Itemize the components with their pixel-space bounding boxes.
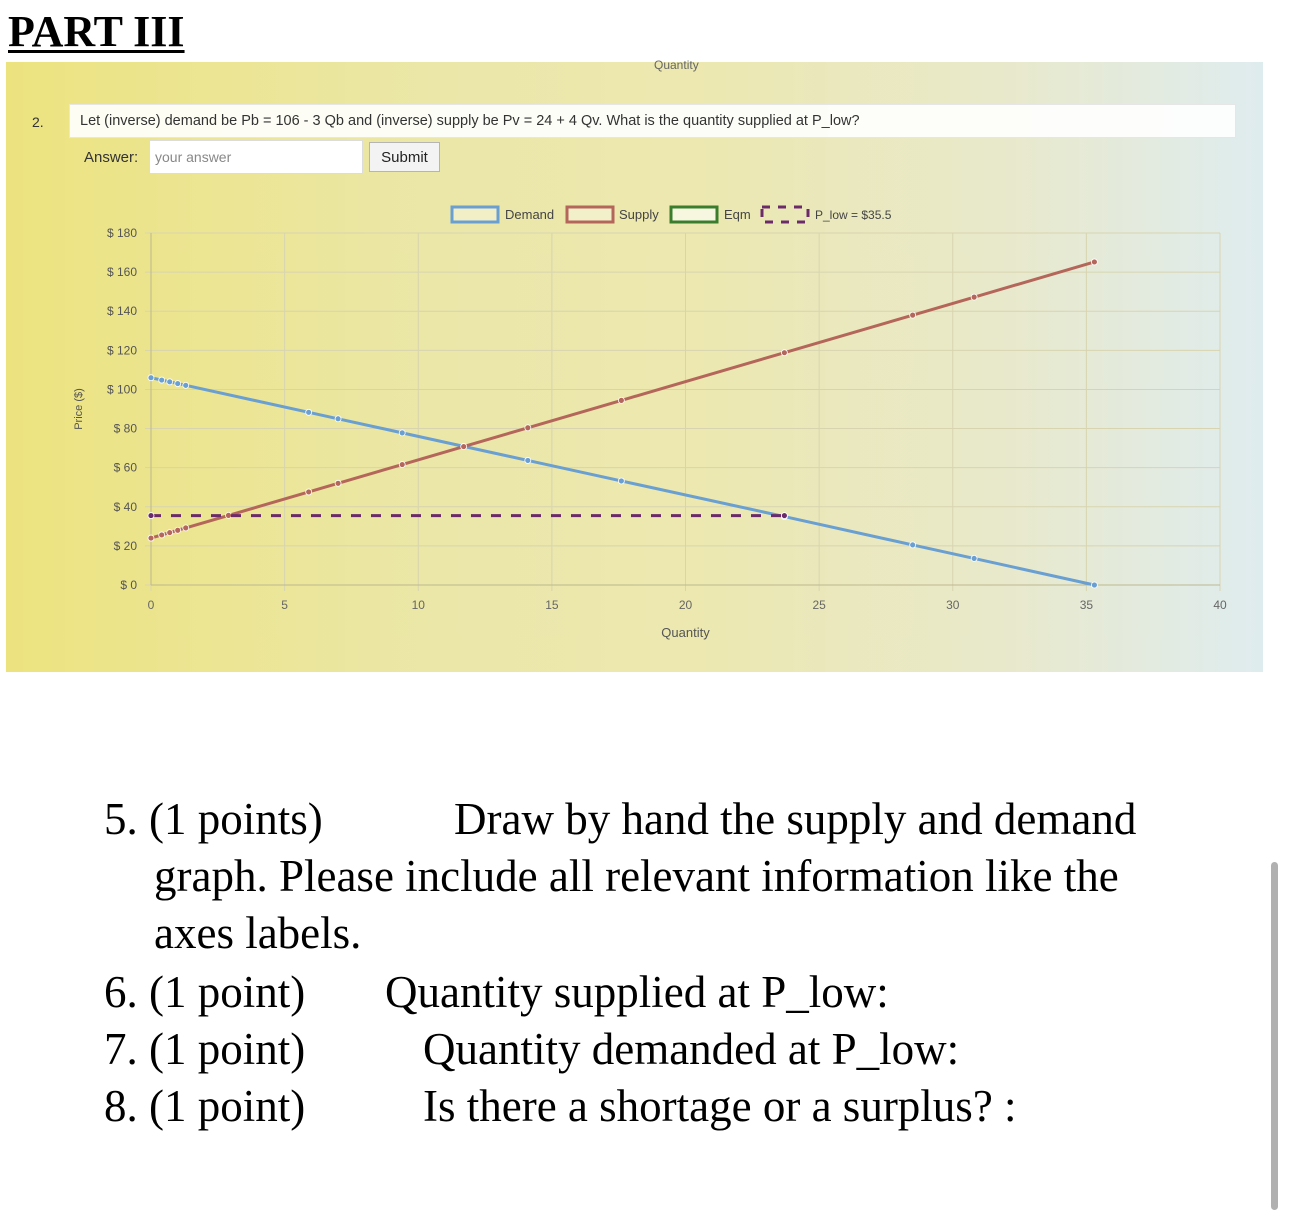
- y-tick-label: $ 40: [113, 499, 137, 514]
- legend-label-eqm: Eqm: [724, 207, 751, 222]
- data-point-demand: [159, 377, 165, 383]
- data-point-supply: [335, 480, 341, 486]
- part-title: PART III: [8, 7, 185, 56]
- x-tick-label: 20: [678, 598, 693, 612]
- data-point-supply: [1091, 259, 1097, 265]
- y-tick-label: $ 60: [113, 460, 137, 475]
- x-tick-label: 0: [147, 598, 155, 612]
- question-text: Let (inverse) demand be Pb = 106 - 3 Qb and (inverse) supply be Pv = 24 + 4 Qv. What is the quantity supplied at P_low?: [80, 113, 860, 129]
- data-point-supply: [399, 462, 405, 468]
- x-tick-label: 25: [812, 598, 826, 612]
- data-point-demand: [306, 409, 312, 415]
- x-tick-label: 15: [545, 598, 559, 612]
- y-tick-label: $ 0: [120, 578, 137, 592]
- q6-number: 6. (1 point): [104, 967, 306, 1017]
- data-point-supply: [971, 294, 977, 300]
- data-point-supply: [226, 512, 232, 518]
- data-point-supply: [781, 350, 787, 356]
- q5-number: 5. (1 points): [104, 794, 323, 844]
- data-point-supply: [167, 530, 173, 536]
- data-point-supply: [183, 525, 189, 531]
- q7-number: 7. (1 point): [104, 1024, 306, 1074]
- data-point-p_low: [148, 513, 154, 519]
- data-point-demand: [525, 457, 531, 463]
- legend-label-plow: P_low = $35.5: [815, 208, 892, 222]
- data-point-demand: [971, 555, 977, 561]
- y-tick-label: $ 20: [113, 538, 137, 553]
- data-point-supply: [910, 312, 916, 318]
- scrollbar[interactable]: [1271, 862, 1278, 1210]
- answer-label: Answer:: [84, 149, 139, 166]
- y-tick-label: $ 120: [106, 343, 137, 358]
- data-point-supply: [175, 527, 181, 533]
- x-tick-label: 30: [946, 598, 960, 612]
- y-tick-label: $ 100: [106, 382, 137, 397]
- q8-text: Is there a shortage or a surplus? :: [423, 1081, 1017, 1131]
- data-point-demand: [335, 416, 341, 422]
- x-tick-label: 5: [281, 598, 288, 612]
- y-axis-label: Price ($): [73, 388, 85, 430]
- legend-swatch-supply: [567, 207, 613, 222]
- legend-swatch-eqm: [671, 207, 717, 222]
- data-point-demand: [183, 382, 189, 388]
- data-point-supply: [618, 397, 624, 403]
- cutoff-axis-label: Quantity: [654, 58, 699, 72]
- q8-number: 8. (1 point): [104, 1081, 306, 1131]
- x-axis-label: Quantity: [661, 625, 710, 640]
- x-tick-label: 40: [1213, 598, 1227, 612]
- submit-button[interactable]: Submit: [369, 142, 440, 172]
- legend-swatch-demand: [452, 207, 498, 222]
- y-tick-label: $ 160: [106, 265, 137, 280]
- q6-text: Quantity supplied at P_low:: [385, 967, 889, 1017]
- legend-label-demand: Demand: [505, 207, 555, 222]
- y-tick-label: $ 80: [113, 421, 137, 436]
- q5-text-cont1: graph. Please include all relevant information like the: [154, 851, 1119, 901]
- x-tick-label: 10: [411, 598, 425, 612]
- data-point-supply: [461, 444, 467, 450]
- q5-text-cont2: axes labels.: [154, 908, 362, 958]
- data-point-demand: [1091, 582, 1097, 588]
- data-point-demand: [148, 375, 154, 381]
- data-point-demand: [399, 430, 405, 436]
- data-point-demand: [910, 542, 916, 548]
- data-point-demand: [167, 379, 173, 385]
- data-point-supply: [159, 532, 165, 538]
- data-point-demand: [618, 478, 624, 484]
- y-tick-label: $ 180: [106, 226, 137, 240]
- x-tick-label: 35: [1079, 598, 1094, 612]
- q7-text: Quantity demanded at P_low:: [423, 1024, 960, 1074]
- data-point-demand: [175, 381, 181, 387]
- legend-swatch-plow: [762, 207, 808, 222]
- y-tick-label: $ 140: [106, 304, 137, 319]
- data-point-supply: [306, 489, 312, 495]
- data-point-supply: [148, 535, 154, 541]
- data-point-p_low: [781, 513, 787, 519]
- question-number: 2.: [32, 114, 44, 130]
- data-point-supply: [525, 425, 531, 431]
- legend-label-supply: Supply: [619, 207, 659, 222]
- q5-text: Draw by hand the supply and demand: [454, 794, 1137, 844]
